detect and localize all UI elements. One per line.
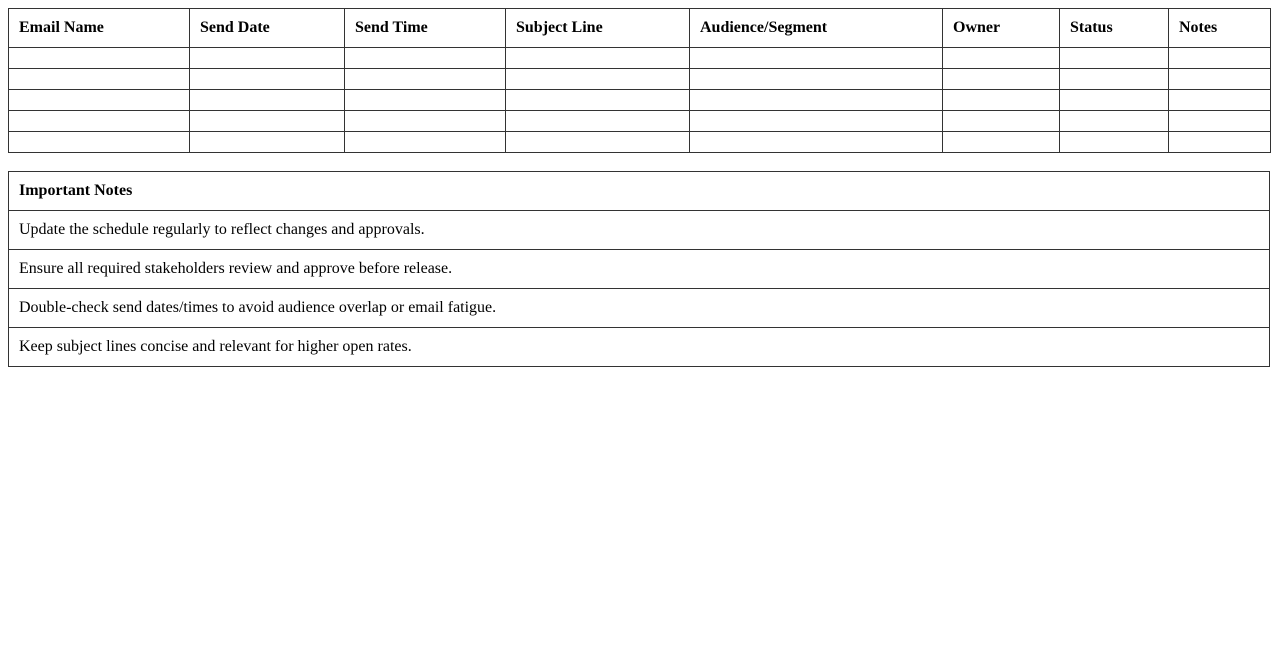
table-cell[interactable] — [1169, 48, 1271, 69]
table-cell[interactable] — [690, 48, 943, 69]
table-cell[interactable] — [943, 69, 1060, 90]
table-cell[interactable] — [9, 132, 190, 153]
table-cell[interactable] — [506, 90, 690, 111]
table-cell[interactable] — [9, 48, 190, 69]
table-cell[interactable] — [345, 90, 506, 111]
table-cell[interactable] — [1169, 111, 1271, 132]
list-item — [9, 289, 1270, 328]
header-subject-line: Subject Line — [506, 9, 690, 48]
header-owner: Owner — [943, 9, 1060, 48]
table-row — [9, 48, 1271, 69]
header-status: Status — [1060, 9, 1169, 48]
note-text: Keep subject lines concise and relevant for higher open rates. — [9, 328, 1270, 367]
table-cell[interactable] — [690, 69, 943, 90]
table-cell[interactable] — [9, 69, 190, 90]
table-cell[interactable] — [1060, 111, 1169, 132]
table-cell[interactable] — [9, 90, 190, 111]
table-cell[interactable] — [506, 111, 690, 132]
table-row — [9, 132, 1271, 153]
table-cell[interactable] — [9, 111, 190, 132]
table-cell[interactable] — [943, 132, 1060, 153]
header-send-time: Send Time — [345, 9, 506, 48]
table-cell[interactable] — [1060, 132, 1169, 153]
table-cell[interactable] — [190, 111, 345, 132]
table-row — [9, 111, 1271, 132]
table-cell[interactable] — [190, 48, 345, 69]
table-cell[interactable] — [943, 90, 1060, 111]
notes-title: Important Notes — [9, 172, 1270, 211]
list-item — [9, 250, 1270, 289]
table-cell[interactable] — [1169, 69, 1271, 90]
document-body — [8, 8, 1270, 367]
table-cell[interactable] — [345, 69, 506, 90]
table-row — [9, 69, 1271, 90]
table-cell[interactable] — [345, 132, 506, 153]
table-row — [9, 90, 1271, 111]
note-text: Double-check send dates/times to avoid audience overlap or email fatigue. — [9, 289, 1270, 328]
header-send-date: Send Date — [190, 9, 345, 48]
header-email-name: Email Name — [9, 9, 190, 48]
important-notes-table — [8, 171, 1270, 367]
table-cell[interactable] — [345, 48, 506, 69]
header-notes: Notes — [1169, 9, 1271, 48]
table-cell[interactable] — [190, 90, 345, 111]
list-item — [9, 211, 1270, 250]
table-cell[interactable] — [1060, 90, 1169, 111]
list-item — [9, 328, 1270, 367]
table-cell[interactable] — [690, 90, 943, 111]
table-cell[interactable] — [1060, 69, 1169, 90]
table-cell[interactable] — [506, 48, 690, 69]
table-cell[interactable] — [1060, 48, 1169, 69]
table-cell[interactable] — [690, 132, 943, 153]
table-cell[interactable] — [690, 111, 943, 132]
email-schedule-table — [8, 8, 1271, 153]
header-audience-segment: Audience/Segment — [690, 9, 943, 48]
table-cell[interactable] — [1169, 90, 1271, 111]
note-text: Update the schedule regularly to reflect changes and approvals. — [9, 211, 1270, 250]
notes-header-row — [9, 172, 1270, 211]
table-cell[interactable] — [190, 69, 345, 90]
table-cell[interactable] — [506, 69, 690, 90]
table-header-row — [9, 9, 1271, 48]
table-cell[interactable] — [1169, 132, 1271, 153]
table-cell[interactable] — [506, 132, 690, 153]
table-cell[interactable] — [345, 111, 506, 132]
table-cell[interactable] — [943, 111, 1060, 132]
note-text: Ensure all required stakeholders review and approve before release. — [9, 250, 1270, 289]
table-cell[interactable] — [943, 48, 1060, 69]
table-cell[interactable] — [190, 132, 345, 153]
